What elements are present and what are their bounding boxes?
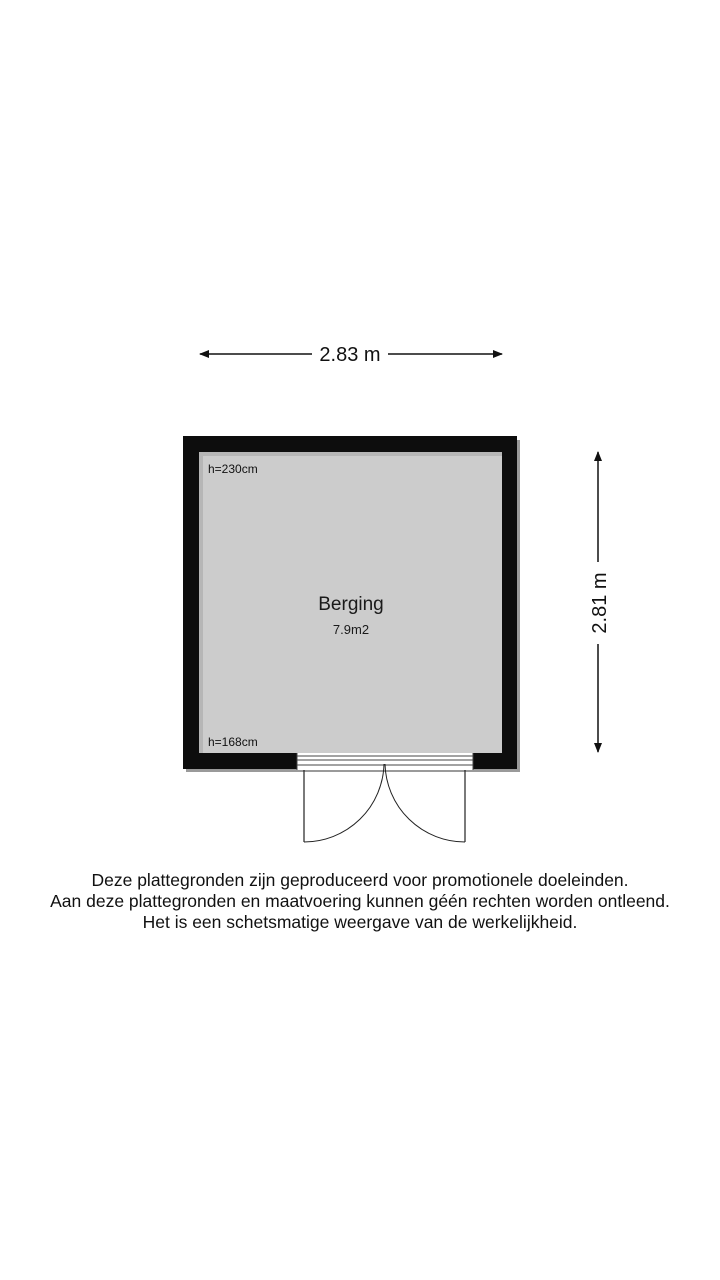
disclaimer-line-1: Deze plattegronden zijn geproduceerd voor promotionele doeleinden. (91, 870, 629, 890)
height-dimension-label: 2.81 m (589, 572, 611, 634)
width-dimension-label: 2.83 m (319, 344, 381, 366)
height-dimension (589, 452, 611, 752)
room-name: Berging (318, 594, 384, 615)
ceiling-height-top: h=230cm (208, 462, 258, 476)
ceiling-height-bottom: h=168cm (208, 735, 258, 749)
door (297, 753, 473, 842)
room-floor-inner-shade (199, 452, 502, 456)
disclaimer (0, 870, 720, 933)
disclaimer-line-3: Het is een schetsmatige weergave van de werkelijkheid. (142, 912, 578, 932)
door-swing-right (385, 764, 465, 842)
disclaimer-line-2: Aan deze plattegronden en maatvoering kunnen géén rechten worden ontleend. (50, 891, 670, 911)
door-swing-left (304, 764, 384, 842)
room-area: 7.9m2 (332, 622, 370, 637)
width-dimension (200, 344, 502, 366)
room-floor-inner-shade-left (199, 452, 203, 753)
